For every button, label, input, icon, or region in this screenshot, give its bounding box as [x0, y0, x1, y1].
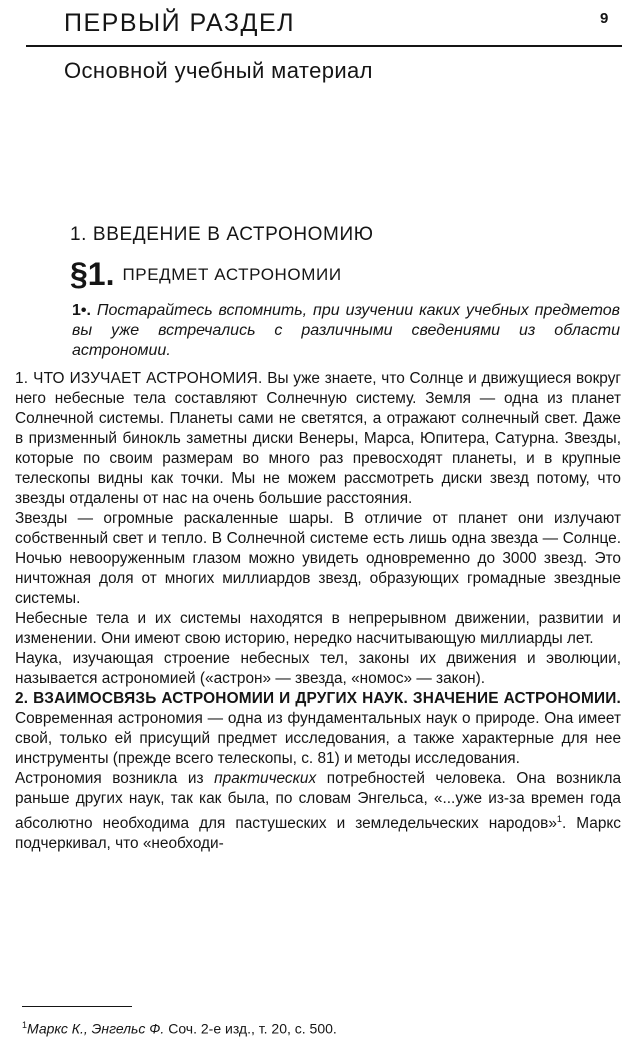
body-paragraph	[15, 769, 621, 854]
body-paragraph	[15, 369, 621, 509]
text-run: Астрономия возникла из	[15, 770, 215, 787]
section-text: Вы уже знаете, что Солнце и движущиеся вокруг него небесные тела составляют Солнечную систему. Земля — одна из планет Солнечной системы. Планеты сами не светятся, а отражают солнечный свет. Даже в призменный бинокль заметны диски Венеры, Марса, Юпитера, Сатурна. Звезды, которые по своим размерам во много раз превосходят планеты, и в крупные телескопы видны как точки. Мы не можем рассмотреть диски звезд потому, что звезды отдалены от нас на очень большие расстояния.	[15, 370, 622, 507]
page-number: 9	[600, 10, 609, 27]
review-question	[72, 301, 620, 361]
footnote	[22, 1020, 337, 1037]
footnote-rule	[22, 1006, 132, 1007]
footnote-marker: 1	[22, 1020, 28, 1030]
chapter-title: 1. ВВЕДЕНИЕ В АСТРОНОМИЮ	[70, 224, 374, 245]
body-paragraph: Звезды — огромные раскаленные шары. В отличие от планет они излучают собственный свет и тепло. В Солнечной системе есть лишь одна звезда — Солнце. Ночью невооруженным глазом можно увидеть одновременно до 3000 звезд. Это ничтожная доля от многих миллиардов звезд, образующих громадные звездные системы.	[15, 510, 621, 607]
footnote-authors: Маркс К., Энгельс Ф.	[27, 1020, 165, 1037]
body-paragraph: Небесные тела и их системы находятся в непрерывном движении, развитии и изменении. Они имеют свою историю, нередко насчитывающую миллиарды лет.	[15, 610, 621, 647]
text-run: . Маркс подчеркивал, что «необходи-	[15, 815, 621, 853]
body-paragraph	[15, 689, 621, 769]
text-run: потребностей человека. Она возникла раньше других наук, так как была, по словам Энгельса, «...уже из-за времен года абсолютно необходима для пастушеских и земледельческих народов»	[15, 770, 622, 833]
footnote-ref: 1	[556, 814, 562, 824]
footnote-text: Соч. 2-е изд., т. 20, с. 500.	[168, 1020, 337, 1037]
paragraph-heading	[70, 256, 342, 293]
paragraph-title: ПРЕДМЕТ АСТРОНОМИИ	[122, 264, 342, 284]
body-paragraph: Наука, изучающая строение небесных тел, законы их движения и эволюции, называется астрономией («астрон» — звезда, «номос» — закон).	[15, 650, 621, 687]
emphasis: практических	[214, 770, 317, 787]
header-rule	[26, 45, 622, 47]
body-text	[15, 369, 621, 854]
section-text: Современная астрономия — одна из фундаментальных наук о природе. Она имеет свой, только ей присущий предмет исследования, а также характерные для нее инструменты (прежде всего телескопы, с. 81) и методы исследования.	[15, 710, 621, 767]
section-heading: 2. ВЗАИМОСВЯЗЬ АСТРОНОМИИ И ДРУГИХ НАУК. ЗНАЧЕНИЕ АСТРОНОМИИ.	[15, 690, 621, 707]
running-head: ПЕРВЫЙ РАЗДЕЛ	[64, 9, 296, 37]
question-text: Постарайтесь вспомнить, при изучении каких учебных предметов вы уже встречались с различными сведениями из области астрономии.	[72, 302, 620, 359]
question-number: 1•.	[72, 302, 91, 319]
section-heading: 1. ЧТО ИЗУЧАЕТ АСТРОНОМИЯ.	[15, 370, 263, 387]
paragraph-symbol: §1.	[70, 256, 115, 292]
section-subtitle: Основной учебный материал	[64, 58, 373, 83]
